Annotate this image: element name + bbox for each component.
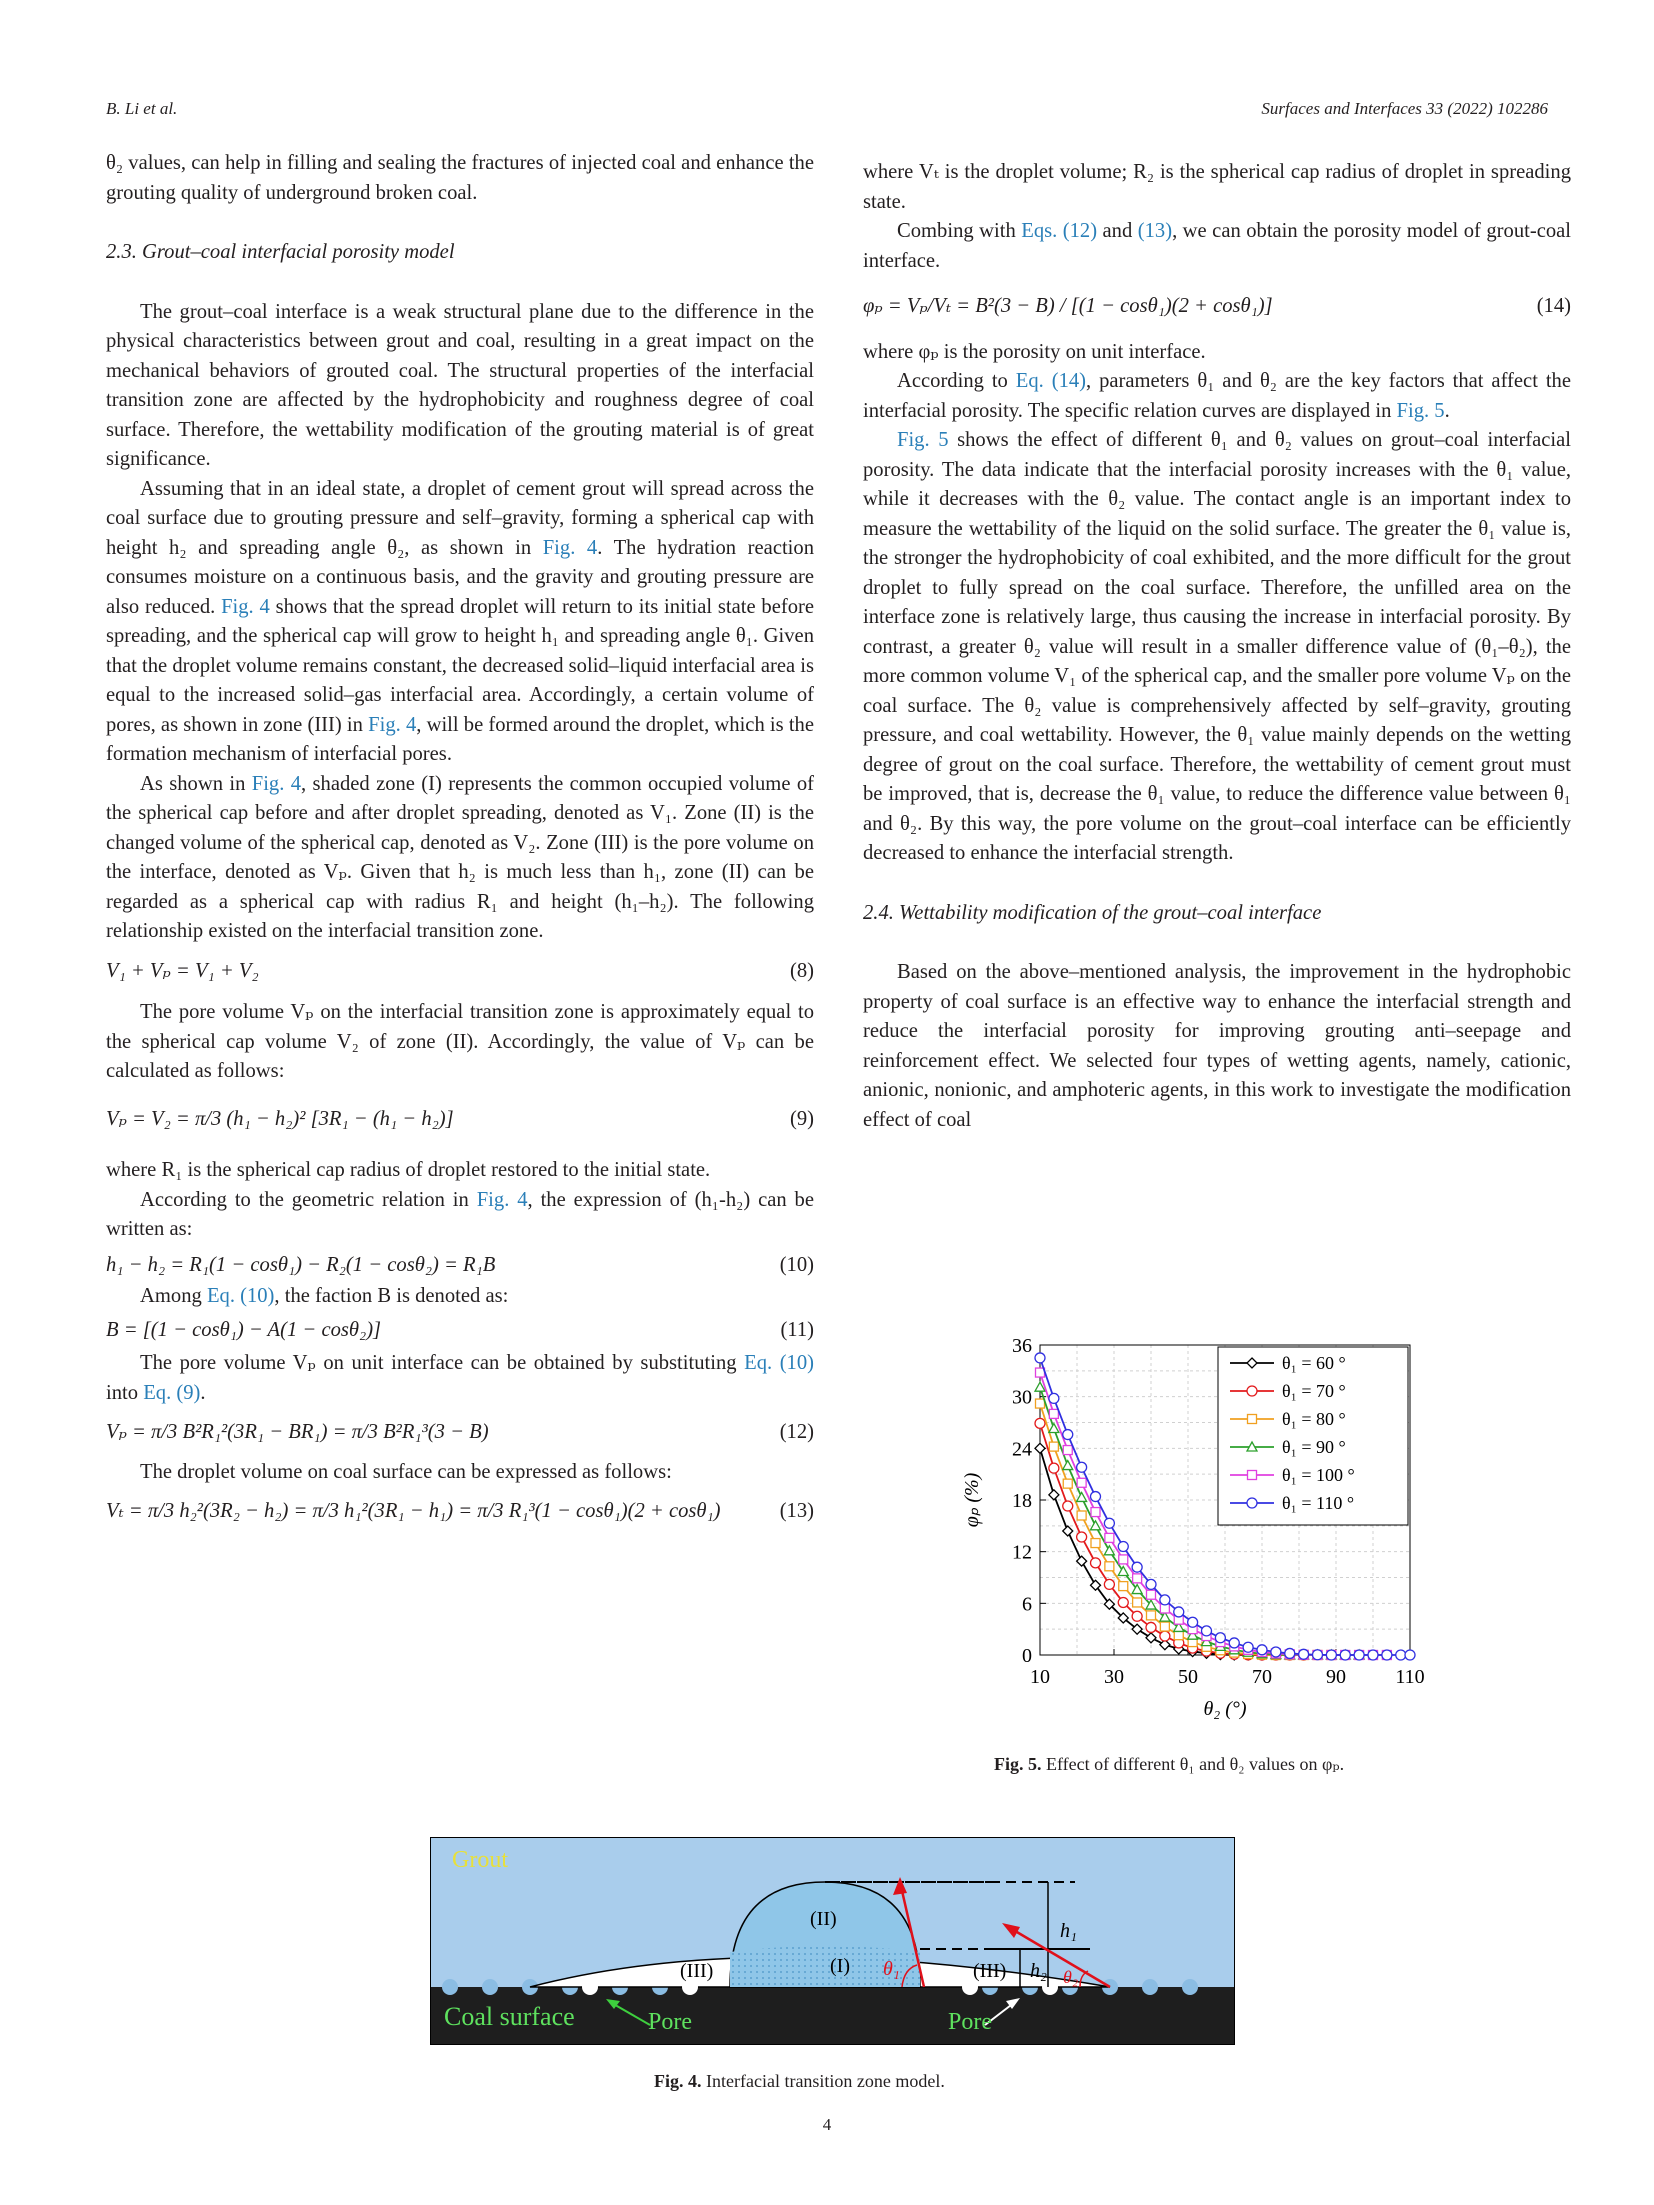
data-point: [1202, 1626, 1212, 1636]
data-point: [1340, 1650, 1350, 1660]
data-point: [1174, 1607, 1184, 1617]
y-axis-label: φₚ (%): [961, 1472, 983, 1528]
data-point: [1035, 1443, 1045, 1453]
data-point: [1077, 1511, 1086, 1520]
eq12-link[interactable]: Eqs. (12): [1021, 220, 1098, 242]
data-point: [1049, 1490, 1059, 1500]
data-point: [1119, 1582, 1128, 1591]
eq13-link[interactable]: (13): [1137, 220, 1173, 242]
paragraph: The droplet volume on coal surface can be expressed as follows:: [140, 1460, 672, 1483]
running-header-journal: Surfaces and Interfaces 33 (2022) 102286: [1261, 99, 1548, 118]
x-tick-label: 50: [1178, 1666, 1198, 1688]
data-point: [1215, 1633, 1225, 1643]
data-point: [1160, 1595, 1170, 1605]
data-point: [1243, 1642, 1253, 1652]
data-point: [1146, 1622, 1156, 1632]
fig4-link[interactable]: Fig. 4: [251, 772, 302, 795]
page-number: 4: [822, 2115, 832, 2134]
data-point: [1247, 1498, 1257, 1508]
data-point: [1160, 1622, 1169, 1631]
data-point: [1354, 1650, 1364, 1660]
equation-13: Vₜ = π/3 h₂²(3R₂ − h₂) = π/3 h₁²(3R₁ − h₁) = π/3 R₁³(1 − cosθ₁)(2 + cosθ₁) (13): [106, 1500, 814, 1522]
label-theta1: θ₁: [883, 1958, 900, 1980]
paragraph: The grout–coal interface is a weak structural plane due to the difference in the physical characteristics between grout and coal, resulting in a great impact on the mechanical behaviors of grouted coal. The structural properties of the interfacial transition zone are affected by the hydrophobicity and roughness degree of coal surface. Therefore, the wettability modification of the grouting material is of great significance.: [106, 300, 814, 470]
paragraph: Fig. 5 shows the effect of different θ₁ and θ₂ values on grout–coal interfacial porosity. The data indicate that the interfacial porosity increases with the θ₁ value, while it decreases with the θ₂ value. The contact angle is an important index to measure the wettability of the liquid on the solid surface. The greater the θ₁ value is, the stronger the hydrophobicity of coal exhibited, and the more difficult for the grout droplet to fully spread on the coal surface. Therefore, the unfilled area on the interface zone is relatively large, thus causing the increase in interfacial porosity. By contrast, a greater θ₂ value will result in a smaller difference value of (θ₁–θ₂), the more common volume V₁ of the spherical cap, and the smaller pore volume Vₚ on the coal surface. The θ₂ value is comprehensively affected by self–gravity, grouting pressure, and coal wettability. However, the θ₁ value mainly depends on the wetting degree of grout on the coal surface. Therefore, the wettability of cement grout must be improved, that is, decrease the θ₁ value, to reduce the difference value between θ₁ and θ₂. By this way, the pore volume on the grout–coal interface can be efficiently decreased to enhance the interfacial strength.: [863, 429, 1571, 864]
data-point: [1299, 1649, 1309, 1659]
equation-11: B = [(1 − cosθ₁) − A(1 − cosθ₂)] (11): [106, 1318, 814, 1341]
data-point: [1248, 1415, 1257, 1424]
data-point: [1077, 1556, 1087, 1566]
paragraph: According to Eq. (14), parameters θ₁ and θ₂ are the key factors that affect the interfacial porosity. The specific relation curves are displayed in Fig. 5.: [863, 370, 1571, 422]
eq10-link[interactable]: Eq. (10): [206, 1285, 275, 1307]
y-tick-label: 6: [1022, 1593, 1032, 1616]
data-point: [1229, 1638, 1239, 1648]
data-point: [1105, 1562, 1114, 1571]
legend-label: θ₁ = 80 °: [1282, 1409, 1346, 1429]
paragraph: According to the geometric relation in Fig. 4, the expression of (h₁-h₂) can be written as:: [106, 1188, 814, 1240]
data-point: [1063, 1446, 1072, 1455]
data-point: [1133, 1574, 1142, 1583]
data-point: [1091, 1539, 1100, 1548]
data-point: [1132, 1562, 1142, 1572]
data-point: [1160, 1631, 1170, 1641]
data-point: [1188, 1617, 1198, 1627]
label-coal-surface: Coal surface: [444, 2002, 575, 2031]
data-point: [1247, 1386, 1257, 1396]
data-point: [1091, 1558, 1101, 1568]
y-tick-label: 0: [1022, 1645, 1032, 1667]
right-column: [863, 158, 1571, 1135]
paragraph: Combing with Eqs. (12) and (13), we can obtain the porosity model of grout-coal interface.: [863, 220, 1571, 272]
data-point: [1326, 1650, 1336, 1660]
x-tick-label: 70: [1252, 1666, 1272, 1688]
legend-label: θ₁ = 110 °: [1282, 1493, 1355, 1513]
label-zone-3: (III): [680, 1960, 714, 1982]
data-point: [1132, 1611, 1142, 1621]
data-point: [1146, 1579, 1156, 1589]
data-point: [1049, 1442, 1058, 1451]
data-point: [1049, 1393, 1059, 1403]
x-tick-label: 90: [1326, 1666, 1346, 1688]
data-point: [1091, 1508, 1100, 1517]
data-point: [1104, 1518, 1114, 1528]
legend-label: θ₁ = 100 °: [1282, 1465, 1355, 1485]
legend-label: θ₁ = 60 °: [1282, 1353, 1346, 1373]
data-point: [1105, 1533, 1114, 1542]
data-point: [1118, 1542, 1128, 1552]
y-tick-label: 18: [1012, 1490, 1032, 1512]
section-heading-2-4: 2.4. Wettability modification of the grout–coal interface: [863, 901, 1322, 924]
data-point: [1104, 1579, 1114, 1589]
paragraph: where Vₜ is the droplet volume; R₂ is the spherical cap radius of droplet in spreading state.: [863, 161, 1571, 213]
y-tick-label: 24: [1012, 1438, 1032, 1461]
paragraph: Based on the above–mentioned analysis, the improvement in the hydrophobic property of coal surface is an effective way to enhance the interfacial strength and reduce the interfacial porosity for improving grouting anti–seepage and reinforcement effect. We selected four types of wetting agents, namely, cationic, anionic, nonionic, and amphoteric agents, in this work to investigate the modification effect of coal: [863, 961, 1571, 1131]
label-zone-1: (I): [830, 1955, 850, 1977]
data-point: [1063, 1501, 1073, 1511]
paragraph: As shown in Fig. 4, shaded zone (I) represents the common occupied volume of the spherical cap before and after droplet spreading, denoted as V₁. Zone (II) is the changed volume of the spherical cap, denoted as V₂. Zone (III) is the pore volume on the interface, denoted as Vₚ. Given that h₂ is much less than h₁, zone (II) can be regarded as a spherical cap with radius R₁ and height (h₁–h₂). The following relationship existed on the interfacial transition zone.: [106, 772, 814, 942]
eq14-link[interactable]: Eq. (14): [1015, 370, 1087, 392]
data-point: [1077, 1462, 1087, 1472]
label-grout: Grout: [452, 1847, 508, 1873]
data-point: [1063, 1526, 1073, 1536]
data-point: [1313, 1650, 1323, 1660]
data-point: [1248, 1471, 1257, 1480]
data-point: [1133, 1598, 1142, 1607]
paragraph: Among Eq. (10), the faction B is denoted as:: [140, 1285, 509, 1307]
label-zone-3: (III): [973, 1960, 1007, 1982]
running-header-authors: B. Li et al.: [106, 99, 178, 118]
data-point: [1396, 1650, 1406, 1660]
data-point: [1285, 1648, 1295, 1658]
section-heading-2-3: 2.3. Grout–coal interfacial porosity model: [106, 241, 455, 263]
data-point: [1271, 1647, 1281, 1657]
equation-14: φₚ = Vₚ/Vₜ = B²(3 − B) / [(1 − cosθ₁)(2 + cosθ₁)] (14): [863, 295, 1571, 317]
porosity-chart: [950, 1325, 1470, 1745]
fig4-link[interactable]: Fig. 4: [542, 536, 598, 559]
data-point: [1063, 1479, 1072, 1488]
paragraph: The pore volume Vₚ on unit interface can be obtained by substituting Eq. (10) into Eq. (9).: [106, 1352, 815, 1404]
data-point: [1077, 1478, 1086, 1487]
eq9-link[interactable]: Eq. (9): [143, 1381, 201, 1404]
fig4-link[interactable]: Fig. 4: [368, 713, 417, 736]
fig4-link[interactable]: Fig. 4: [221, 595, 270, 618]
x-axis-label: θ₂ (°): [1203, 1698, 1247, 1720]
interfacial-transition-zone-diagram: [430, 1837, 1235, 2045]
data-point: [1077, 1492, 1087, 1501]
data-point: [1104, 1546, 1114, 1555]
fig4-caption: Fig. 4. Interfacial transition zone model.: [654, 2071, 945, 2091]
paragraph: The pore volume Vₚ on the interfacial transition zone is approximately equal to the spherical cap volume V₂ of zone (II). Accordingly, the value of Vₚ can be calculated as follows:: [106, 1001, 814, 1082]
legend-label: θ₁ = 90 °: [1282, 1437, 1346, 1457]
equation-8: V₁ + Vₚ = V₁ + V₂ (8): [106, 959, 814, 982]
data-point: [1049, 1409, 1058, 1418]
fig5-caption: Fig. 5. Effect of different θ₁ and θ₂ values on φₚ.: [994, 1754, 1345, 1774]
data-point: [1035, 1353, 1045, 1363]
data-point: [1118, 1597, 1128, 1607]
x-tick-label: 110: [1395, 1666, 1425, 1688]
equation-10: h₁ − h₂ = R₁(1 − cosθ₁) − R₂(1 − cosθ₂) = R₁B (10): [106, 1253, 814, 1276]
data-point: [1146, 1633, 1156, 1643]
equation-9: Vₚ = V₂ = π/3 (h₁ − h₂)² [3R₁ − (h₁ − h₂)] (9): [106, 1107, 814, 1130]
eq10-link[interactable]: Eq. (10): [744, 1352, 815, 1374]
y-tick-label: 30: [1012, 1386, 1032, 1409]
data-point: [1063, 1461, 1073, 1470]
label-pore: Pore: [648, 2009, 692, 2035]
y-tick-label: 36: [1012, 1335, 1032, 1357]
data-point: [1063, 1430, 1073, 1440]
data-point: [1382, 1650, 1392, 1660]
paragraph: Assuming that in an ideal state, a droplet of cement grout will spread across the coal surface due to grouting pressure and self–gravity, forming a spherical cap with height h₂ and spreading angle θ₂, as shown in Fig. 4. The hydration reaction consumes moisture on a continuous basis, and the gravity and grouting pressure are also reduced. Fig. 4 shows that the spread droplet will return to its initial state before spreading, and the spherical cap will grow to height h₁ and spreading angle θ₁. Given that the droplet volume remains constant, the decreased solid–liquid interfacial area is equal to the increased solid–gas interfacial area. Accordingly, a certain volume of pores, as shown in zone (III) in Fig. 4, will be formed around the droplet, which is the formation mechanism of interfacial pores.: [106, 477, 814, 765]
fig5-link[interactable]: Fig. 5: [897, 429, 949, 451]
fig5-link[interactable]: Fig. 5: [1396, 399, 1445, 422]
data-point: [1147, 1611, 1156, 1620]
fig4-link[interactable]: Fig. 4: [476, 1188, 528, 1211]
data-point: [1077, 1532, 1087, 1542]
label-h1: h₁: [1060, 1920, 1077, 1942]
data-point: [1147, 1590, 1156, 1599]
paragraph: where φₚ is the porosity on unit interface.: [863, 340, 1206, 363]
data-point: [1257, 1645, 1267, 1655]
left-column: [106, 149, 814, 1527]
label-pore: Pore: [948, 2009, 992, 2035]
label-zone-2: (II): [810, 1908, 837, 1930]
paragraph: θ₂ values, can help in filling and sealing the fractures of injected coal and enhance the grouting quality of underground broken coal.: [106, 152, 814, 204]
label-h2: h₂: [1030, 1960, 1047, 1982]
y-tick-label: 12: [1012, 1541, 1032, 1564]
data-point: [1368, 1650, 1378, 1660]
x-tick-label: 30: [1104, 1666, 1124, 1688]
legend-label: θ₁ = 70 °: [1282, 1381, 1346, 1401]
data-point: [1049, 1463, 1059, 1473]
label-theta2: θ₂: [1063, 1967, 1079, 1987]
data-point: [1035, 1418, 1045, 1428]
x-tick-label: 10: [1030, 1666, 1050, 1688]
data-point: [1405, 1650, 1415, 1660]
equation-12: Vₚ = π/3 B²R₁²(3R₁ − BR₁) = π/3 B²R₁³(3 − B) (12): [106, 1421, 814, 1443]
paragraph: where R₁ is the spherical cap radius of droplet restored to the initial state.: [106, 1159, 711, 1181]
data-point: [1036, 1399, 1045, 1408]
data-point: [1091, 1521, 1101, 1530]
data-point: [1091, 1492, 1101, 1502]
data-point: [1119, 1555, 1128, 1564]
